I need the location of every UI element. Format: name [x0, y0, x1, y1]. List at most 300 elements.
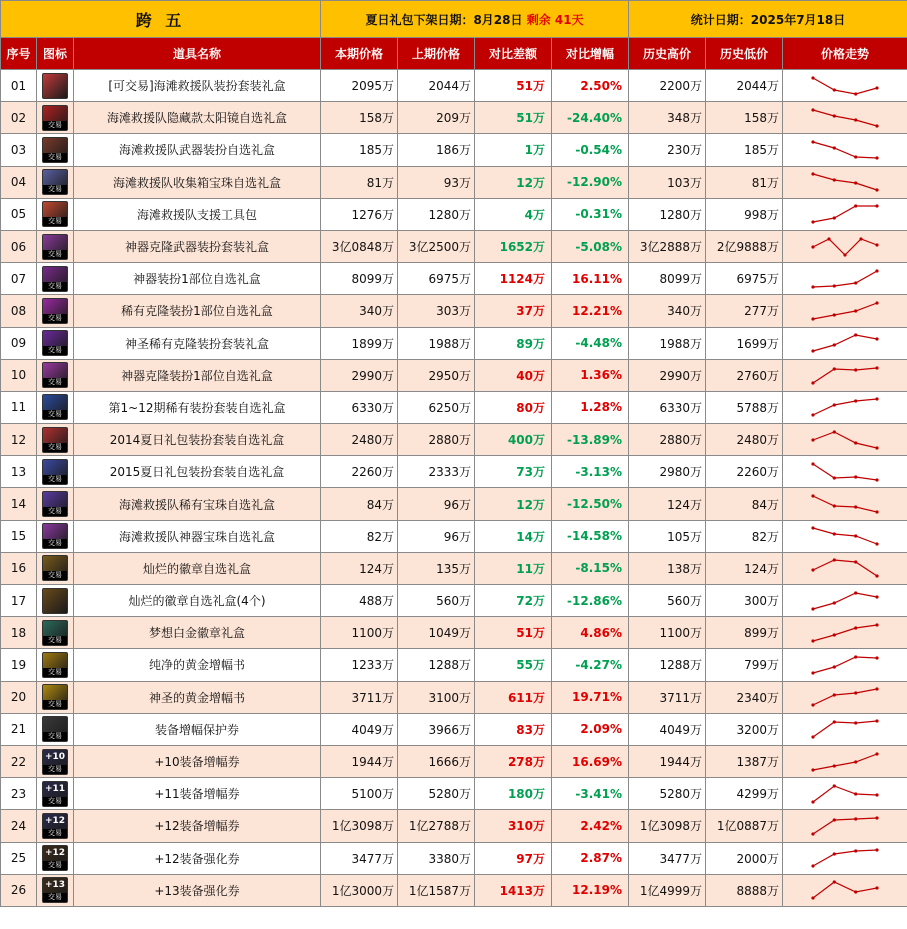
price-change-pct: 12.19% [552, 874, 629, 906]
history-high: 105万 [629, 520, 706, 552]
sunglasses-icon [42, 105, 68, 131]
trend-line [813, 206, 877, 222]
trend-point [833, 114, 836, 117]
item-icon-cell [37, 745, 74, 777]
current-price: 488万 [321, 585, 398, 617]
row-index: 23 [1, 778, 37, 810]
current-price: 6330万 [321, 391, 398, 423]
trend-cell [783, 424, 907, 456]
amplify-12-icon [42, 813, 68, 839]
trend-point [833, 368, 836, 371]
trend-point [833, 601, 836, 604]
rare-clone-icon [42, 298, 68, 324]
history-low: 158万 [706, 102, 783, 134]
trend-cell [783, 488, 907, 520]
table-row [1, 520, 907, 552]
tradeable-tag: 交易 [43, 636, 67, 645]
trend-point [811, 382, 814, 385]
table-row [1, 263, 907, 295]
trend-point [811, 438, 814, 441]
history-low: 185万 [706, 134, 783, 166]
price-trend-sparkline [810, 394, 880, 420]
price-trend-sparkline [810, 362, 880, 388]
season-box-icon [42, 394, 68, 420]
row-index: 26 [1, 874, 37, 906]
item-name: +12装备增幅券 [74, 810, 321, 842]
trend-point [811, 317, 814, 320]
item-icon-cell [37, 552, 74, 584]
trend-point [811, 832, 814, 835]
table-row [1, 552, 907, 584]
price-change-pct: 2.87% [552, 842, 629, 874]
tradeable-tag: 交易 [43, 475, 67, 484]
trend-line [813, 786, 877, 802]
trend-point [811, 414, 814, 417]
table-row [1, 134, 907, 166]
trend-point [833, 694, 836, 697]
price-trend-sparkline [810, 330, 880, 356]
history-low: 799万 [706, 649, 783, 681]
price-trend-sparkline [810, 684, 880, 710]
previous-price: 1280万 [398, 198, 475, 230]
trend-point [843, 253, 846, 256]
trend-point [875, 887, 878, 890]
price-change-pct: -12.86% [552, 585, 629, 617]
trend-point [875, 398, 878, 401]
price-change-pct: -24.40% [552, 102, 629, 134]
trend-point [875, 656, 878, 659]
trend-point [875, 575, 878, 578]
history-low: 2044万 [706, 70, 783, 102]
previous-price: 1666万 [398, 745, 475, 777]
current-price: 2990万 [321, 359, 398, 391]
summer-2014-icon [42, 427, 68, 453]
item-icon-cell [37, 842, 74, 874]
trend-point [833, 343, 836, 346]
history-high: 2200万 [629, 70, 706, 102]
trend-cell [783, 70, 907, 102]
history-high: 8099万 [629, 263, 706, 295]
trend-cell [783, 874, 907, 906]
item-name: 海滩救援队武器装扮自选礼盒 [74, 134, 321, 166]
trend-point [833, 313, 836, 316]
item-icon-cell [37, 520, 74, 552]
price-diff: 51万 [475, 617, 552, 649]
column-header: 上期价格 [398, 38, 475, 70]
price-diff: 83万 [475, 713, 552, 745]
trend-point [854, 475, 857, 478]
trend-line [813, 754, 877, 770]
remaining-days: 剩余 41天 [526, 12, 584, 27]
table-row [1, 70, 907, 102]
tradeable-tag: 交易 [43, 121, 67, 130]
trend-point [854, 591, 857, 594]
item-icon-cell [37, 713, 74, 745]
history-low: 84万 [706, 488, 783, 520]
history-high: 1280万 [629, 198, 706, 230]
history-low: 6975万 [706, 263, 783, 295]
price-diff: 55万 [475, 649, 552, 681]
price-change-pct: 16.11% [552, 263, 629, 295]
table-row [1, 713, 907, 745]
trend-point [811, 76, 814, 79]
item-name: 灿烂的徽章自选礼盒 [74, 552, 321, 584]
item-name: 2015夏日礼包装扮套装自选礼盒 [74, 456, 321, 488]
price-diff: 97万 [475, 842, 552, 874]
previous-price: 1亿1587万 [398, 874, 475, 906]
price-diff: 89万 [475, 327, 552, 359]
trend-cell [783, 166, 907, 198]
price-diff: 400万 [475, 424, 552, 456]
trend-point [875, 367, 878, 370]
tradeable-tag: 交易 [43, 250, 67, 259]
item-icon-cell [37, 327, 74, 359]
avatar-box-icon [42, 266, 68, 292]
price-trend-sparkline [810, 555, 880, 581]
item-icon-cell [37, 230, 74, 262]
trend-line [813, 593, 877, 609]
row-index: 22 [1, 745, 37, 777]
price-diff: 611万 [475, 681, 552, 713]
current-price: 4049万 [321, 713, 398, 745]
item-icon-cell [37, 778, 74, 810]
price-change-pct: -4.27% [552, 649, 629, 681]
previous-price: 96万 [398, 520, 475, 552]
column-header: 本期价格 [321, 38, 398, 70]
item-name: 神圣的黄金增幅书 [74, 681, 321, 713]
trend-line [813, 689, 877, 705]
previous-price: 3966万 [398, 713, 475, 745]
tradeable-tag: 交易 [43, 765, 67, 774]
item-name: 神圣稀有克隆装扮套装礼盒 [74, 327, 321, 359]
trend-point [811, 173, 814, 176]
price-diff: 73万 [475, 456, 552, 488]
trend-point [875, 720, 878, 723]
history-high: 1亿3098万 [629, 810, 706, 842]
table-row [1, 617, 907, 649]
platinum-emblem-icon [42, 620, 68, 646]
price-trend-sparkline [810, 845, 880, 871]
price-change-pct: -3.41% [552, 778, 629, 810]
row-index: 24 [1, 810, 37, 842]
previous-price: 1049万 [398, 617, 475, 649]
tradeable-tag: 交易 [43, 829, 67, 838]
current-price: 1944万 [321, 745, 398, 777]
current-price: 185万 [321, 134, 398, 166]
trend-cell [783, 230, 907, 262]
item-icon-cell [37, 359, 74, 391]
table-row [1, 488, 907, 520]
trend-point [875, 189, 878, 192]
trend-point [833, 665, 836, 668]
item-icon-cell [37, 166, 74, 198]
price-trend-sparkline [810, 234, 880, 260]
trend-point [811, 800, 814, 803]
trend-point [854, 891, 857, 894]
row-index: 17 [1, 585, 37, 617]
history-low: 2340万 [706, 681, 783, 713]
table-row [1, 745, 907, 777]
price-change-pct: -8.15% [552, 552, 629, 584]
trend-point [811, 639, 814, 642]
trend-point [875, 269, 878, 272]
trend-cell [783, 359, 907, 391]
trend-line [813, 464, 877, 480]
table-row [1, 230, 907, 262]
table-row [1, 327, 907, 359]
current-price: 1亿3000万 [321, 874, 398, 906]
price-diff: 51万 [475, 102, 552, 134]
item-name: +11装备增幅券 [74, 778, 321, 810]
region-title: 跨 五 [1, 1, 321, 38]
item-name: 海滩救援队收集箱宝珠自选礼盒 [74, 166, 321, 198]
trend-point [854, 849, 857, 852]
column-header: 对比增幅 [552, 38, 629, 70]
current-price: 8099万 [321, 263, 398, 295]
trend-point [875, 337, 878, 340]
trend-point [811, 864, 814, 867]
current-price: 340万 [321, 295, 398, 327]
icon-glyph: +13 [44, 880, 66, 891]
price-change-pct: -4.48% [552, 327, 629, 359]
previous-price: 3380万 [398, 842, 475, 874]
item-name: +13装备强化券 [74, 874, 321, 906]
history-low: 2000万 [706, 842, 783, 874]
price-change-pct: 2.09% [552, 713, 629, 745]
trend-cell [783, 263, 907, 295]
item-icon-cell [37, 424, 74, 456]
current-price: 2095万 [321, 70, 398, 102]
price-diff: 1万 [475, 134, 552, 166]
column-header: 历史低价 [706, 38, 783, 70]
history-high: 6330万 [629, 391, 706, 423]
trend-point [854, 561, 857, 564]
history-high: 2880万 [629, 424, 706, 456]
tradeable-tag: 交易 [43, 797, 67, 806]
history-high: 138万 [629, 552, 706, 584]
row-index: 08 [1, 295, 37, 327]
trend-line [813, 110, 877, 126]
row-index: 25 [1, 842, 37, 874]
current-price: 2480万 [321, 424, 398, 456]
price-diff: 180万 [475, 778, 552, 810]
item-icon-cell [37, 198, 74, 230]
column-header: 序号 [1, 38, 37, 70]
icon-glyph: +10 [44, 751, 66, 762]
price-trend-sparkline [810, 427, 880, 453]
price-trend-sparkline [810, 137, 880, 163]
protect-ticket-icon [42, 716, 68, 742]
trend-point [833, 284, 836, 287]
tradeable-tag: 交易 [43, 732, 67, 741]
item-name: 灿烂的徽章自选礼盒(4个) [74, 585, 321, 617]
price-change-pct: 1.28% [552, 391, 629, 423]
price-trend-sparkline [810, 749, 880, 775]
artifact-orb-icon [42, 523, 68, 549]
current-price: 1100万 [321, 617, 398, 649]
price-diff: 4万 [475, 198, 552, 230]
trend-point [833, 504, 836, 507]
history-high: 1288万 [629, 649, 706, 681]
emblem-pack-icon [42, 588, 68, 614]
trend-cell [783, 134, 907, 166]
icon-glyph: +12 [44, 848, 66, 859]
item-icon-cell [37, 810, 74, 842]
row-index: 12 [1, 424, 37, 456]
trend-point [833, 559, 836, 562]
tradeable-tag: 交易 [43, 539, 67, 548]
history-high: 2990万 [629, 359, 706, 391]
previous-price: 1988万 [398, 327, 475, 359]
item-name: 海滩救援队稀有宝珠自选礼盒 [74, 488, 321, 520]
trend-point [854, 626, 857, 629]
trend-point [811, 349, 814, 352]
history-high: 340万 [629, 295, 706, 327]
clone-part-icon [42, 362, 68, 388]
previous-price: 1288万 [398, 649, 475, 681]
tradeable-tag: 交易 [43, 185, 67, 194]
gold-book-icon [42, 652, 68, 678]
history-low: 5788万 [706, 391, 783, 423]
trend-point [811, 527, 814, 530]
trend-line [813, 335, 877, 351]
trend-cell [783, 456, 907, 488]
previous-price: 5280万 [398, 778, 475, 810]
trend-line [813, 818, 877, 834]
current-price: 3亿0848万 [321, 230, 398, 262]
trend-cell [783, 295, 907, 327]
history-high: 4049万 [629, 713, 706, 745]
trend-cell [783, 810, 907, 842]
trend-point [833, 818, 836, 821]
history-low: 1387万 [706, 745, 783, 777]
trend-point [833, 764, 836, 767]
price-diff: 40万 [475, 359, 552, 391]
trend-point [833, 146, 836, 149]
trend-point [833, 633, 836, 636]
price-change-pct: 2.42% [552, 810, 629, 842]
trend-point [811, 494, 814, 497]
table-row [1, 391, 907, 423]
trend-cell [783, 681, 907, 713]
price-trend-sparkline [810, 105, 880, 131]
trend-point [854, 369, 857, 372]
trend-point [811, 221, 814, 224]
table-row [1, 295, 907, 327]
table-row [1, 102, 907, 134]
trend-point [811, 671, 814, 674]
item-name: 装备增幅保护券 [74, 713, 321, 745]
trend-point [875, 478, 878, 481]
price-diff: 310万 [475, 810, 552, 842]
column-header: 道具名称 [74, 38, 321, 70]
trend-line [813, 303, 877, 319]
item-icon-cell [37, 134, 74, 166]
current-price: 82万 [321, 520, 398, 552]
history-low: 124万 [706, 552, 783, 584]
trend-cell [783, 327, 907, 359]
row-index: 13 [1, 456, 37, 488]
previous-price: 3亿2500万 [398, 230, 475, 262]
history-high: 230万 [629, 134, 706, 166]
item-name: 海滩救援队神器宝珠自选礼盒 [74, 520, 321, 552]
item-icon-cell [37, 649, 74, 681]
price-change-pct: 16.69% [552, 745, 629, 777]
trend-point [811, 462, 814, 465]
item-name: 2014夏日礼包装扮套装自选礼盒 [74, 424, 321, 456]
current-price: 1233万 [321, 649, 398, 681]
trend-point [854, 792, 857, 795]
history-high: 1944万 [629, 745, 706, 777]
amplify-11-icon [42, 781, 68, 807]
price-diff: 51万 [475, 70, 552, 102]
trend-line [813, 625, 877, 641]
price-change-pct: -12.90% [552, 166, 629, 198]
trend-point [854, 760, 857, 763]
trend-point [854, 182, 857, 185]
trend-point [875, 124, 878, 127]
icon-glyph: +11 [44, 783, 66, 794]
enhance-13-icon [42, 877, 68, 903]
item-name: +10装备增幅券 [74, 745, 321, 777]
history-low: 81万 [706, 166, 783, 198]
price-change-pct: -12.50% [552, 488, 629, 520]
history-low: 2260万 [706, 456, 783, 488]
weapon-box-icon [42, 137, 68, 163]
trend-cell [783, 745, 907, 777]
history-low: 2760万 [706, 359, 783, 391]
trend-point [854, 655, 857, 658]
current-price: 81万 [321, 166, 398, 198]
trend-point [833, 179, 836, 182]
previous-price: 186万 [398, 134, 475, 166]
row-index: 14 [1, 488, 37, 520]
trend-point [875, 848, 878, 851]
collection-box-icon [42, 169, 68, 195]
previous-price: 2950万 [398, 359, 475, 391]
trend-point [833, 533, 836, 536]
previous-price: 135万 [398, 552, 475, 584]
previous-price: 560万 [398, 585, 475, 617]
history-low: 1亿0887万 [706, 810, 783, 842]
history-high: 3711万 [629, 681, 706, 713]
trend-point [833, 721, 836, 724]
row-index: 10 [1, 359, 37, 391]
history-high: 1988万 [629, 327, 706, 359]
price-trend-sparkline [810, 813, 880, 839]
price-diff: 14万 [475, 520, 552, 552]
item-name: 梦想白金徽章礼盒 [74, 617, 321, 649]
price-change-pct: -5.08% [552, 230, 629, 262]
trend-point [854, 92, 857, 95]
price-change-pct: 2.50% [552, 70, 629, 102]
trend-point [854, 400, 857, 403]
trend-point [833, 88, 836, 91]
history-high: 1亿4999万 [629, 874, 706, 906]
price-change-pct: -0.31% [552, 198, 629, 230]
trend-line [813, 850, 877, 866]
previous-price: 1亿2788万 [398, 810, 475, 842]
current-price: 1亿3098万 [321, 810, 398, 842]
history-low: 2亿9888万 [706, 230, 783, 262]
trend-point [854, 817, 857, 820]
history-high: 3477万 [629, 842, 706, 874]
trend-point [854, 281, 857, 284]
trend-cell [783, 649, 907, 681]
history-low: 899万 [706, 617, 783, 649]
current-price: 3477万 [321, 842, 398, 874]
trend-point [811, 285, 814, 288]
